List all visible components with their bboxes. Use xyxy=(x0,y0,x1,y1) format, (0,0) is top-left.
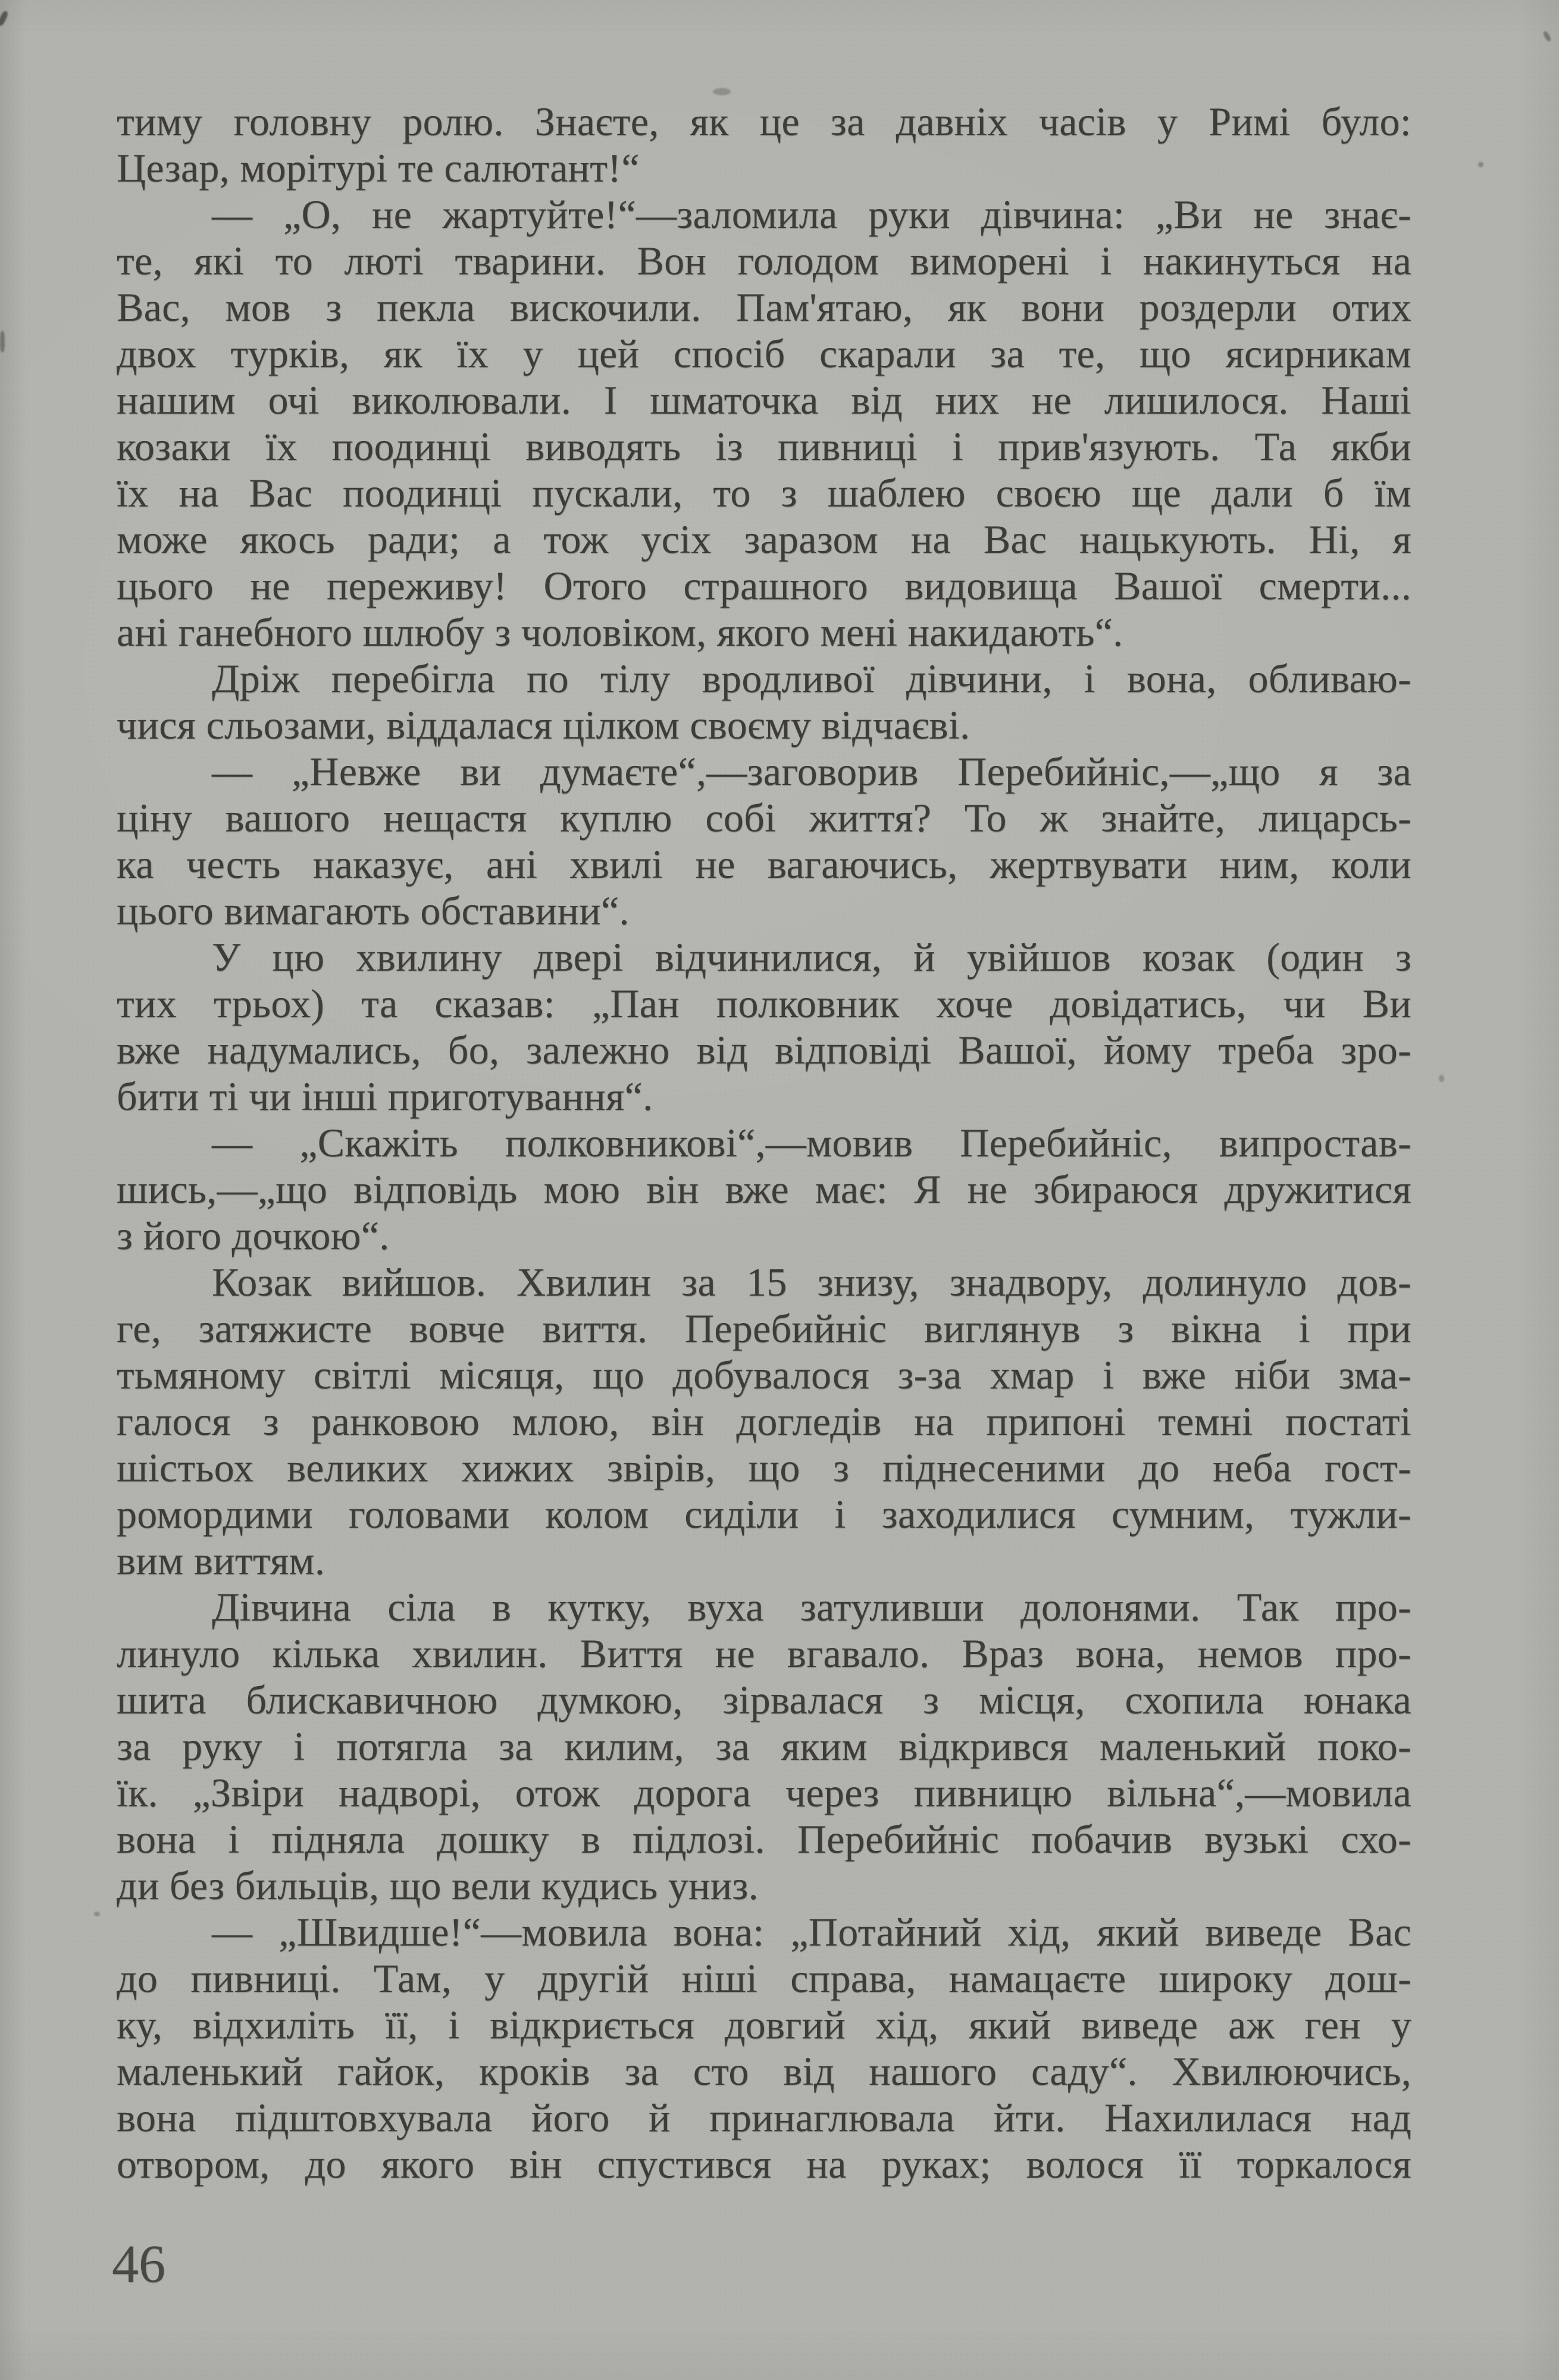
text-line: бити ті чи інші приготування“. xyxy=(117,1074,653,1119)
paragraph xyxy=(117,748,1411,934)
text-line: цього не переживу! Отого страшного видовища Вашої смерти... xyxy=(117,563,1411,608)
text-line: їк. „Звіри надворі, отож дорога через пивницю вільна“,—мовила xyxy=(117,1770,1411,1815)
text-line: шістьох великих хижих звірів, що з піднесеними до неба гост- xyxy=(117,1445,1411,1490)
text-line: шись,—„що відповідь мою він вже має: Я не збираюся дружитися xyxy=(117,1166,1411,1212)
text-line: ди без бильців, що вели кудись униз. xyxy=(117,1863,759,1908)
text-line: з його дочкою“. xyxy=(117,1213,390,1258)
text-line: линуло кілька хвилин. Виття не вгавало. Враз вона, немов про- xyxy=(117,1631,1411,1676)
page-number: 46 xyxy=(112,2235,165,2294)
text-line: вона і підняла дошку в підлозі. Перебийніс побачив вузькі схо- xyxy=(117,1816,1411,1862)
text-line: ка честь наказує, ані хвилі не вагаючись, жертвувати ним, коли xyxy=(117,842,1411,887)
paragraph xyxy=(117,1909,1411,2187)
text-line: ге, затяжисте вовче виття. Перебийніс виглянув з вікна і при xyxy=(117,1306,1411,1351)
text-line: Дріж перебігла по тілу вродливої дівчини, і вона, обливаю- xyxy=(212,656,1411,701)
text-line: чися сльозами, віддалася цілком своєму відчаєві. xyxy=(117,702,971,748)
text-line: двох турків, як їх у цей спосіб скарали за те, що ясирникам xyxy=(117,331,1411,376)
text-line: шита блискавичною думкою, зірвалася з місця, схопила юнака xyxy=(117,1677,1411,1722)
text-line: вона підштовхувала його й принаглювала йти. Нахилилася над xyxy=(117,2095,1411,2140)
text-line: може якось ради; а тож усіх заразом на Вас нацькують. Ні, я xyxy=(117,517,1411,562)
text-line: Козак вийшов. Хвилин за 15 знизу, знадвору, долинуло дов- xyxy=(212,1259,1411,1305)
text-line: ку, відхиліть її, і відкриється довгий хід, який виведе аж ген у xyxy=(117,2002,1411,2047)
scan-speck xyxy=(0,10,9,27)
paragraph xyxy=(117,934,1411,1119)
paragraph xyxy=(117,655,1411,748)
text-line: за руку і потягла за килим, за яким відкрився маленький поко- xyxy=(117,1724,1411,1769)
text-line: їх на Вас поодинці пускали, то з шаблею своєю ще дали б їм xyxy=(117,470,1411,515)
text-line: вже надумались, бо, залежно від відповіді Вашої, йому треба зро- xyxy=(117,1027,1411,1072)
paragraph xyxy=(117,1259,1411,1584)
text-line: — „О, не жартуйте!“—заломила руки дівчина: „Ви не знає- xyxy=(212,192,1411,237)
text-line: ціну вашого нещастя куплю собі життя? То ж знайте, лицарсь- xyxy=(117,795,1411,840)
scan-speck xyxy=(1439,1075,1444,1082)
text-line: — „Швидше!“—мовила вона: „Потайний хід, який виведе Вас xyxy=(212,1909,1411,1954)
text-line: У цю хвилину двері відчинилися, й увійшов козак (один з xyxy=(212,934,1411,980)
text-line: тих трьох) та сказав: „Пан полковник хоче довідатись, чи Ви xyxy=(117,981,1411,1026)
paragraph xyxy=(117,191,1411,655)
text-line: тьмяному світлі місяця, що добувалося з-за хмар і вже ніби зма- xyxy=(117,1352,1411,1397)
text-line: козаки їх поодинці виводять із пивниці і прив'язують. Та якби xyxy=(117,424,1411,469)
paragraph xyxy=(117,98,1411,191)
scan-speck xyxy=(94,1912,100,1916)
text-line: Вас, мов з пекла вискочили. Пам'ятаю, як вони роздерли отих xyxy=(117,284,1411,330)
text-line: те, які то люті тварини. Вон голодом виморені і накинуться на xyxy=(117,238,1411,283)
text-line: ані ганебного шлюбу з чоловіком, якого мені накидають“. xyxy=(117,609,1123,655)
text-line: вим виттям. xyxy=(117,1538,325,1583)
text-line: отвором, до якого він спустився на руках; волося її торкалося xyxy=(117,2141,1411,2187)
paragraph xyxy=(117,1584,1411,1909)
text-line: цього вимагають обставини“. xyxy=(117,888,630,933)
text-line: до пивниці. Там, у другій ніші справа, намацаєте широку дош- xyxy=(117,1956,1411,2001)
text-line: Дівчина сіла в кутку, вуха затуливши долонями. Так про- xyxy=(212,1584,1411,1630)
text-line: — „Невже ви думаєте“,—заговорив Перебийніс,—„що я за xyxy=(212,749,1411,794)
scan-speck xyxy=(1542,30,1552,42)
text-line: нашим очі виколювали. І шматочка від них не лишилося. Наші xyxy=(117,377,1411,423)
scan-speck xyxy=(1478,162,1483,167)
text-line: тиму головну ролю. Знаєте, як це за давніх часів у Римі було: xyxy=(117,99,1411,144)
text-line: ромордими головами колом сиділи і заходилися сумним, тужли- xyxy=(117,1491,1411,1537)
text-line: — „Скажіть полковникові“,—мовив Перебийніс, випростав- xyxy=(212,1120,1411,1165)
text-line: Цезар, морітурі те салютант!“ xyxy=(117,145,640,190)
page-text-block xyxy=(117,98,1411,2187)
scan-speck xyxy=(713,88,731,95)
text-line: маленький гайок, кроків за сто від нашого саду“. Хвилюючись, xyxy=(117,2049,1411,2094)
text-line: галося з ранковою млою, він догледів на припоні темні постаті xyxy=(117,1399,1411,1444)
scan-speck xyxy=(0,331,5,352)
paragraph xyxy=(117,1119,1411,1259)
